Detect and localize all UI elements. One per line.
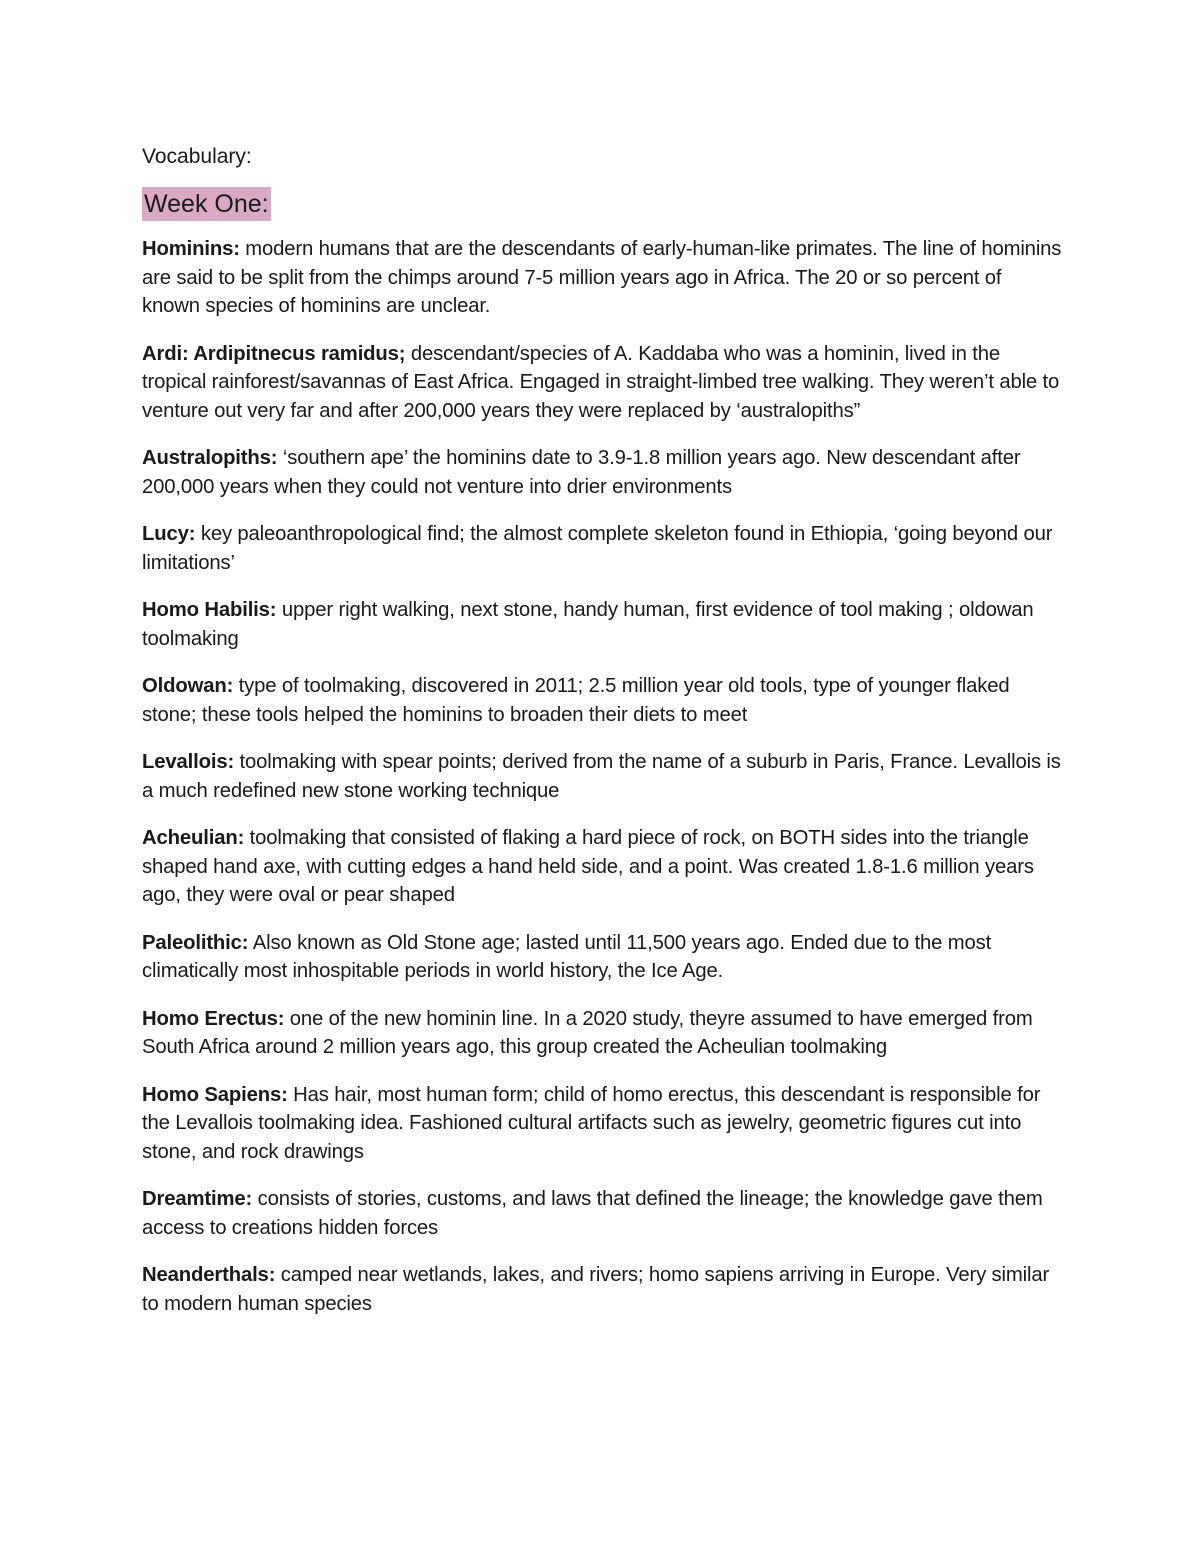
vocab-term: Dreamtime: [142, 1188, 253, 1210]
vocab-entry-acheulian [142, 824, 1062, 910]
vocab-definition: ‘southern ape’ the hominins date to 3.9-1.8 million years ago. New descendant after 200,000 years when they could not venture into drier environments [142, 447, 1021, 498]
vocab-entry-paleolithic [142, 929, 1062, 986]
vocab-term: Hominins: [142, 238, 240, 260]
vocab-definition: consists of stories, customs, and laws that defined the lineage; the knowledge gave them access to creations hidden forces [142, 1188, 1043, 1239]
vocab-entry-homo-erectus [142, 1005, 1062, 1062]
vocab-term: Paleolithic: [142, 931, 249, 954]
vocab-term: Neanderthals: [142, 1264, 276, 1286]
vocab-entry-dreamtime [142, 1185, 1062, 1242]
vocab-definition: descendant/species of A. Kaddaba who was a hominin, lived in the tropical rainforest/savannas of East Africa. Engaged in straight-limbed tree walking. They weren’t able to venture out very far and after 200,000 years they were replaced by ‘australopiths” [142, 342, 1060, 422]
vocab-definition: one of the new hominin line. In a 2020 study, theyre assumed to have emerged from South Africa around 2 million years ago, this group created the Acheulian toolmaking [142, 1007, 1033, 1058]
vocab-term: Ardi: Ardipitnecus ramidus; [142, 342, 406, 365]
vocab-entry-australopiths [142, 444, 1062, 501]
vocab-entry-levallois [142, 748, 1062, 805]
vocab-term: Homo Habilis: [142, 599, 277, 621]
vocab-definition: camped near wetlands, lakes, and rivers; homo sapiens arriving in Europe. Very similar to modern human species [142, 1264, 1050, 1315]
vocab-definition: upper right walking, next stone, handy human, first evidence of tool making ; oldowan toolmaking [142, 599, 1034, 650]
section-heading-highlighted: Week One: [142, 187, 271, 221]
vocab-definition: Also known as Old Stone age; lasted until 11,500 years ago. Ended due to the most climatically most inhospitable periods in world history, the Ice Age. [142, 931, 992, 982]
vocab-entry-lucy [142, 520, 1062, 577]
vocab-entry-oldowan [142, 672, 1062, 729]
vocab-entry-homo-sapiens [142, 1081, 1062, 1167]
vocab-entry-neanderthals [142, 1261, 1062, 1318]
vocab-term: Lucy: [142, 523, 196, 545]
vocab-term: Homo Erectus: [142, 1007, 285, 1030]
vocab-term: Homo Sapiens: [142, 1083, 288, 1106]
vocab-definition: toolmaking that consisted of flaking a hard piece of rock, on BOTH sides into the triangle shaped hand axe, with cutting edges a hand held side, and a point. Was created 1.8-1.6 million years ago, they were oval or pear shaped [142, 827, 1034, 906]
vocab-term: Australopiths: [142, 447, 278, 469]
vocab-term: Oldowan: [142, 675, 234, 697]
vocab-term: Levallois: [142, 751, 235, 773]
vocab-term: Acheulian: [142, 827, 245, 849]
vocab-entry-hominins [142, 235, 1062, 321]
vocab-definition: Has hair, most human form; child of homo erectus, this descendant is responsible for the Levallois toolmaking idea. Fashioned cultural artifacts such as jewelry, geometric figures cut into stone, and rock drawings [142, 1083, 1041, 1163]
vocab-entry-ardi [142, 340, 1062, 426]
vocab-definition: modern humans that are the descendants of early-human-like primates. The line of hominins are said to be split from the chimps around 7-5 million years ago in Africa. The 20 or so percent of known species of hominins are unclear. [142, 238, 1062, 317]
vocab-definition: type of toolmaking, discovered in 2011; 2.5 million year old tools, type of younger flaked stone; these tools helped the hominins to broaden their diets to meet [142, 675, 1010, 726]
vocab-definition: toolmaking with spear points; derived from the name of a suburb in Paris, France. Levallois is a much redefined new stone working technique [142, 751, 1061, 802]
document-title: Vocabulary: [142, 145, 252, 168]
document-page [142, 143, 1062, 1337]
vocab-definition: key paleoanthropological find; the almost complete skeleton found in Ethiopia, ‘going beyond our limitations’ [142, 523, 1053, 574]
vocab-entry-homo-habilis [142, 596, 1062, 653]
